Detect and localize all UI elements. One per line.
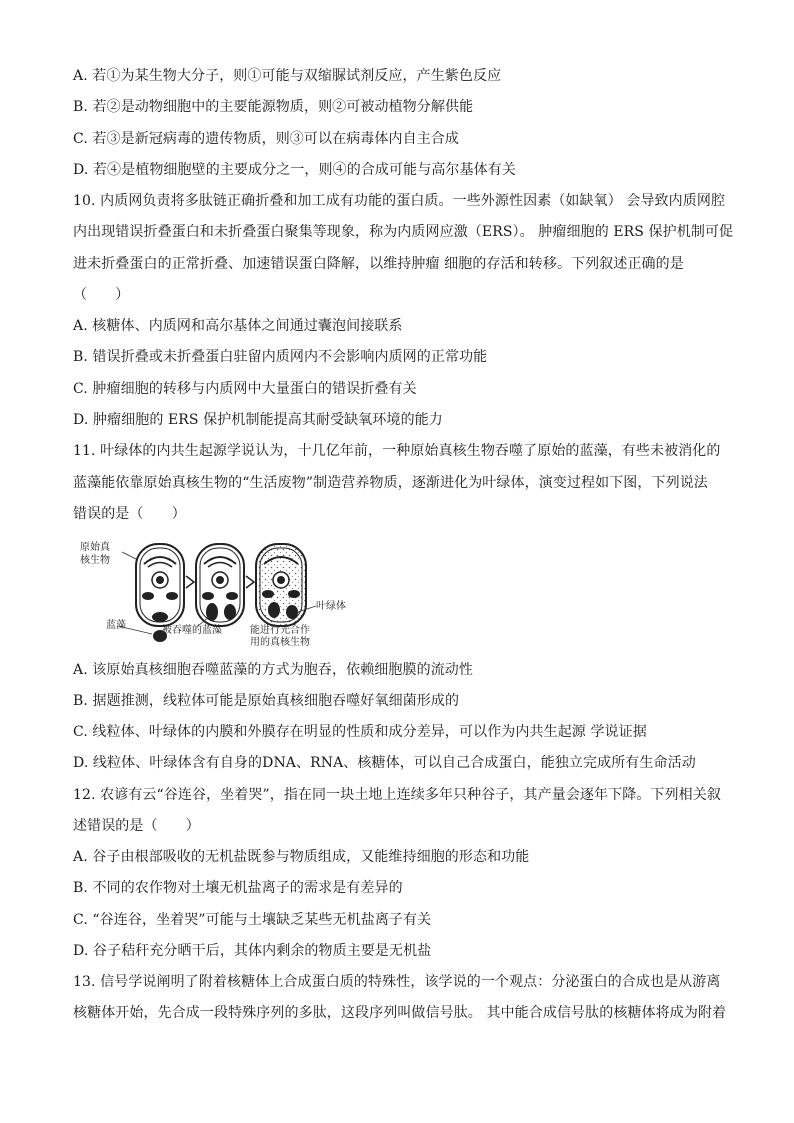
option-10d: D. 肿瘤细胞的 ERS 保护机制能提高其耐受缺氧环境的能力 bbox=[73, 412, 443, 428]
label-cyanobacteria: 蓝藻 bbox=[106, 620, 126, 631]
question-10-stem-line-2: 内出现错误折叠蛋白和未折叠蛋白聚集等现象，称为内质网应激（ERS）。 肿瘤细胞的 ERS 保护机制可促 bbox=[73, 224, 734, 240]
cell-engulfing bbox=[196, 544, 244, 626]
question-13-stem-line-1: 13. 信号学说阐明了附着核糖体上合成蛋白质的特殊性，该学说的一个观点：分泌蛋白的合成也是从游离 bbox=[73, 974, 721, 990]
option-10b: B. 错误折叠或未折叠蛋白驻留内质网内不会影响内质网的正常功能 bbox=[73, 349, 488, 365]
option-9d: D. 若④是植物细胞壁的主要成分之一，则④的合成可能与高尔基体有关 bbox=[73, 162, 516, 178]
label-primitive-eukaryote-2: 核生物 bbox=[80, 555, 110, 566]
option-12d: D. 谷子秸秆充分晒干后，其体内剩余的物质主要是无机盐 bbox=[73, 943, 432, 959]
option-12c: C. “谷连谷，坐着哭”可能与土壤缺乏某些无机盐离子有关 bbox=[73, 912, 432, 928]
option-11b: B. 据题推测，线粒体可能是原始真核细胞吞噬好氧细菌形成的 bbox=[73, 693, 460, 709]
label-primitive-eukaryote-1: 原始真 bbox=[80, 542, 110, 553]
question-13-stem-line-2: 核糖体开始，先合成一段特殊序列的多肽，这段序列叫做信号肽。 其中能合成信号肽的核糖体将成为附着 bbox=[73, 1005, 727, 1021]
question-11-stem-line-1: 11. 叶绿体的内共生起源学说认为，十几亿年前，一种原始真核生物吞噬了原始的蓝藻，有些未被消化的 bbox=[73, 443, 721, 459]
question-11-stem-line-2: 蓝藻能依靠原始真核生物的“生活废物”制造营养物质，逐渐进化为叶绿体，演变过程如下图，下列说法 bbox=[73, 475, 708, 491]
option-9b: B. 若②是动物细胞中的主要能源物质，则②可被动植物分解供能 bbox=[73, 99, 474, 115]
label-chloroplast: 叶绿体 bbox=[316, 601, 346, 612]
question-12-stem-line-2: 述错误的是（ ） bbox=[73, 818, 200, 834]
question-12-stem-line-1: 12. 农谚有云“谷连谷，坐着哭”，指在同一块土地上连续多年只种谷子，其产量会逐年下降。下列相关叙 bbox=[73, 787, 721, 803]
question-10-answer-blank: （ ） bbox=[73, 287, 130, 303]
cell-photosynthetic-eukaryote bbox=[256, 544, 306, 626]
endosymbiosis-figure bbox=[78, 536, 348, 648]
option-11a: A. 该原始真核细胞吞噬蓝藻的方式为胞吞，依赖细胞膜的流动性 bbox=[73, 662, 474, 678]
question-10-stem-line-3: 进未折叠蛋白的正常折叠、加速错误蛋白降解，以维持肿瘤 细胞的存活和转移。下列叙述正确的是 bbox=[73, 256, 684, 272]
option-10c: C. 肿瘤细胞的转移与内质网中大量蛋白的错误折叠有关 bbox=[73, 381, 417, 397]
option-9c: C. 若③是新冠病毒的遗传物质，则③可以在病毒体内自主合成 bbox=[73, 131, 460, 147]
option-11d: D. 线粒体、叶绿体含有自身的DNA、RNA、核糖体，可以自己合成蛋白，能独立完成所有生命活动 bbox=[73, 755, 696, 771]
option-12b: B. 不同的农作物对土壤无机盐离子的需求是有差异的 bbox=[73, 880, 403, 896]
label-photosynthetic-1: 能进行光合作 bbox=[250, 625, 310, 636]
option-12a: A. 谷子由根部吸收的无机盐既参与物质组成，又能维持细胞的形态和功能 bbox=[73, 849, 530, 865]
question-11-stem-line-3: 错误的是（ ） bbox=[73, 506, 186, 522]
option-11c: C. 线粒体、叶绿体的内膜和外膜存在明显的性质和成分差异，可以作为内共生起源 学说证据 bbox=[73, 724, 647, 740]
option-10a: A. 核糖体、内质网和高尔基体之间通过囊泡间接联系 bbox=[73, 318, 403, 334]
label-engulfed-cyanobacteria: 被吞噬的蓝藻 bbox=[162, 625, 222, 636]
question-10-stem-line-1: 10. 内质网负责将多肽链正确折叠和加工成有功能的蛋白质。一些外源性因素（如缺氧） 会导致内质网腔 bbox=[73, 193, 726, 209]
label-photosynthetic-2: 用的真核生物 bbox=[250, 637, 310, 648]
option-9a: A. 若①为某生物大分子，则①可能与双缩脲试剂反应，产生紫色反应 bbox=[73, 68, 502, 84]
